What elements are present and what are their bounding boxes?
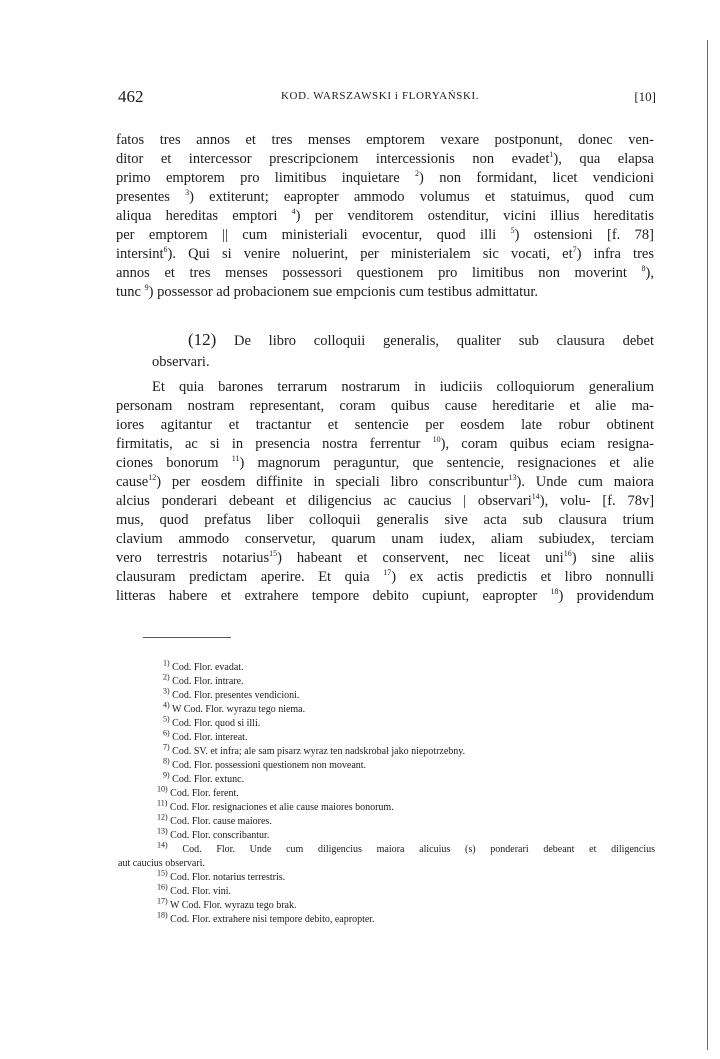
section-reference: [10] [634,89,656,104]
folio-marker: [f. 78v] [602,493,655,509]
para1-line: fatos tres annos et tres menses emptorem vexare postponunt, donec ven- [116,132,654,148]
footnote: $^{18)}$ Cod. Flor. extrahere nisi tempore debito, eapropter. [157,910,375,925]
para2-line: ciones bonorum $^{11}$) magnorum peraguntur, que sentencie, resignaciones et alie [116,454,654,471]
para1-line: ditor et intercessor prescripcionem intercessionis non evadet$^1$), qua elapsa [116,150,654,167]
right-edge-rule [707,40,708,1050]
footnote: $^{17)}$ W Cod. Flor. wyrazu tego brak. [157,896,297,911]
footnote-continuation: aut caucius observari. [118,858,205,869]
footnote: $^{9)}$ Cod. Flor. extunc. [163,770,245,785]
footnote: $^{8)}$ Cod. Flor. possessioni questionem non moveant. [163,756,367,771]
footnote: $^{10)}$ Cod. Flor. ferent. [157,784,239,799]
footnote: $^{7)}$ Cod. SV. et infra; ale sam pisarz wyraz ten nadskrobał jako niepotrzebny. [163,742,466,757]
footnote-separator [143,637,231,638]
footnote: $^{4)}$ W Cod. Flor. wyrazu tego niema. [163,700,306,715]
para1-line: tunc $^9$) possessor ad probacionem sue empcionis cum testibus admittatur. [116,283,539,300]
footnote: $^{12)}$ Cod. Flor. cause maiores. [157,812,272,827]
para2-line: alcius ponderari debeant et diligencius ac caucius | observari$^{14}$), volu- [f. 78v] [116,492,655,509]
para2-line: clavium ammodo conservetur, quarum unam iudex, aliam subiudex, terciam [116,531,654,547]
para2-line: personam nostram representant, coram quibus cause hereditarie et alie ma- [116,398,654,414]
para2-line: vero terrestris notarius$^{15}$) habeant et conservent, nec liceat uni$^{16}$) sine aliis [116,549,654,566]
footnote: $^{15)}$ Cod. Flor. notarius terrestris. [157,868,286,883]
footnote: $^{16)}$ Cod. Flor. vini. [157,882,232,897]
para2-line: litteras habere et extrahere tempore debito cupiunt, eapropter $^{18}$) providendum [116,587,654,604]
footnote: $^{6)}$ Cod. Flor. intereat. [163,728,248,743]
para1-line: annos et tres menses possessori questionem pro limitibus non moverint $^8$), [116,264,655,281]
para1-line: presentes $^3$) extiterunt; eapropter ammodo volumus et statuimus, quod cum [116,188,654,205]
para1-line: intersint$^6$). Qui si venire noluerint, per ministerialem sic vocati, $et^7$) infra tres [116,245,654,262]
section-12-heading-cont: observari. [152,354,210,370]
para2-line: iores agitantur et tractantur et sentencie per eosdem late robur obtinent [116,417,654,433]
footnote: $^{5)}$ Cod. Flor. quod si illi. [163,714,261,729]
page-header [118,87,656,109]
para1-line: per emptorem || cum ministeriali evocentur, quod illi $^5$) ostensioni [f. 78] [116,226,655,243]
footnote: $^{11)}$ Cod. Flor. resignaciones et alie cause maiores bonorum. [157,798,394,813]
footnote: $^{13)}$ Cod. Flor. conscribantur. [157,826,270,841]
footnote: $^{14)}$ Cod. Flor. Unde cum diligencius maiora alicuius (s) ponderari debeant et diligencius [157,840,656,855]
para2-line: Et quia barones terrarum nostrarum in iudiciis colloquiorum generalium [152,379,654,395]
para1-line: aliqua hereditas emptori $^4$) per venditorem ostenditur, vicini illius hereditatis [116,207,655,224]
para2-line: cause$^{12}$) per eosdem diffinite in speciali libro conscribuntur$^{13}$). Unde cum maiora [116,473,654,490]
footnote: $^{1)}$ Cod. Flor. evadat. [163,658,244,673]
running-title: KOD. WARSZAWSKI i FLORYAŃSKI. [281,90,480,102]
section-12-heading: (12) De libro colloquii generalis, qualiter sub clausura debet [188,330,654,349]
section-number: (12) [188,330,217,349]
page-number: 462 [118,87,144,106]
footnote: $^{2)}$ Cod. Flor. intrare. [163,672,244,687]
para1-line: primo emptorem pro limitibus inquietare $^2$) non formidant, licet vendicioni [116,169,655,186]
para2-line: mus, quod prefatus liber colloquii generalis sive acta sub clausura trium [116,512,654,528]
para2-line: firmitatis, ac si in presencia nostra ferrentur $^{10}$), coram quibus eciam resigna- [116,435,655,452]
footnote: $^{3)}$ Cod. Flor. presentes vendicioni. [163,686,300,701]
para2-line: clausuram predictam aperire. Et quia $^{17}$) ex actis predictis et libro nonnulli [116,568,654,585]
folio-marker: [f. 78] [607,227,655,243]
